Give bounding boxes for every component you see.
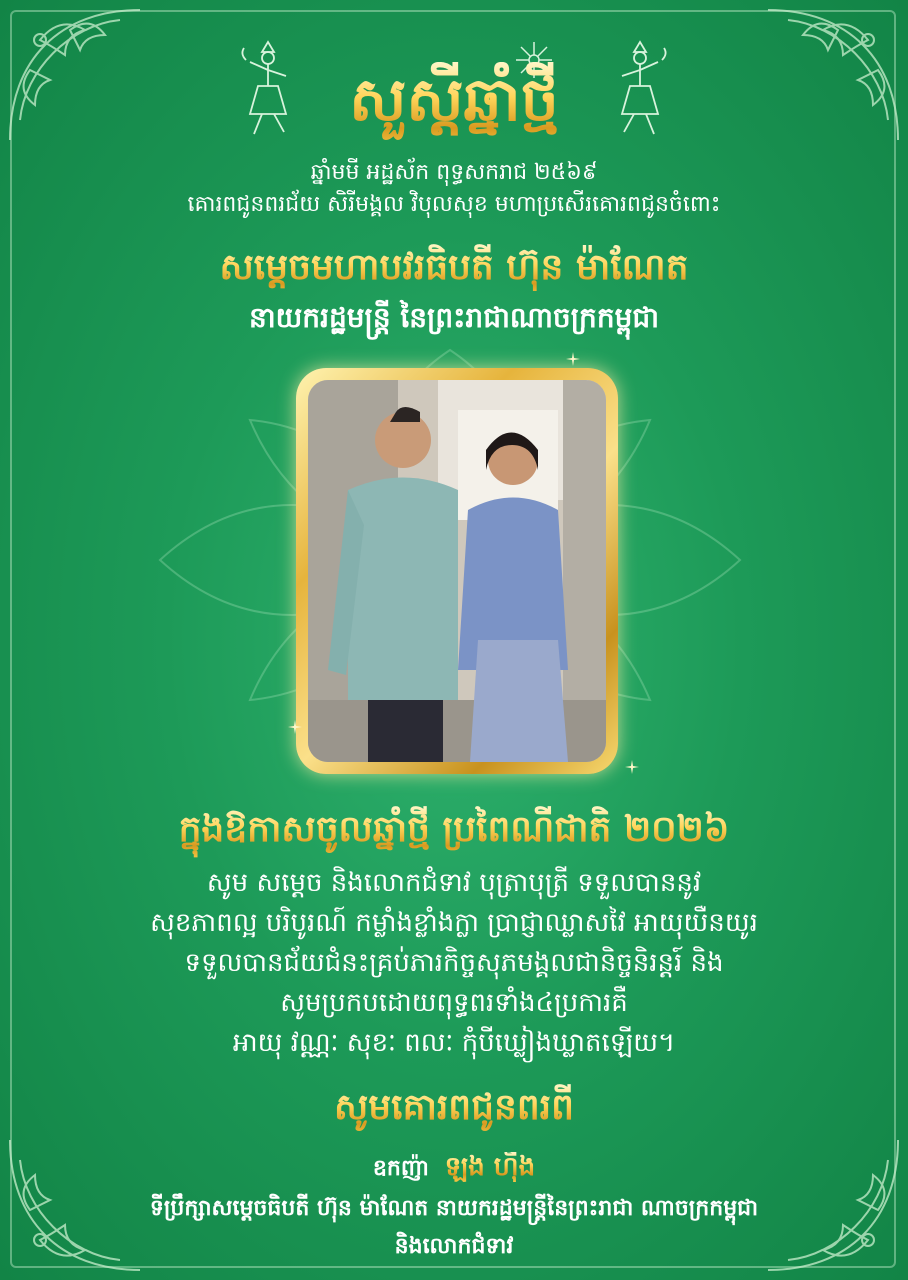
dedication-line: គោរពជូនពរជ័យ សិរីមង្គល វិបុលសុខ មហាប្រសើរគោរពជូនចំពោះ bbox=[187, 192, 721, 217]
year-line: ឆ្នាំមមី អដ្ឋស័ក ពុទ្ធសករាជ ២៥៦៩ bbox=[310, 160, 598, 185]
sender-position: ទីប្រឹក្សាសម្ដេចធិបតី ហ៊ុន ម៉ាណែត នាយករដ្ឋមន្ត្រីនៃព្រះរាជា ណាចក្រកម្ពុជា bbox=[149, 1196, 759, 1221]
blessing-line: ទទួលបានជ័យជំនះគ្រប់ភារកិច្ចសុភមង្គលជានិច្ចនិរន្តរ៍ និង bbox=[184, 948, 724, 978]
sender-title: ឧកញ៉ា bbox=[372, 1156, 429, 1181]
greeting-title: សួស្ដីឆ្នាំថ្មី bbox=[0, 62, 908, 150]
occasion-heading: ក្នុងឱកាសចូលឆ្នាំថ្មី ប្រពៃណីជាតិ ២០២៦ bbox=[0, 806, 908, 859]
sparkle-icon bbox=[566, 352, 580, 366]
sparkle-icon bbox=[625, 760, 639, 774]
sender-line bbox=[0, 1150, 908, 1188]
honoree-role: នាយករដ្ឋមន្ត្រី នៃព្រះរាជាណាចក្រកម្ពុជា bbox=[248, 301, 660, 334]
blessing-line: សូម សម្ដេច និងលោកជំទាវ បុត្រាបុត្រី ទទួលបាននូវ bbox=[206, 868, 702, 898]
respect-heading: សូមគោរពជូនពរពី bbox=[0, 1084, 908, 1137]
sender-name: ឡុង ហ៊ីង bbox=[444, 1152, 536, 1182]
sparkle-icon bbox=[288, 720, 302, 734]
blessing-line: សូមប្រកបដោយពុទ្ធពរទាំង៤ប្រការគឺ bbox=[280, 988, 628, 1018]
blessing-line: សុខភាពល្អ បរិបូរណ៍ កម្លាំងខ្លាំងក្លា ប្រាជ្ញាឈ្លាសវៃ អាយុយឺនយូរ bbox=[150, 908, 758, 938]
blessing-line: អាយុ វណ្ណៈ សុខៈ ពលៈ កុំបីឃ្លៀងឃ្លាតឡើយ។ bbox=[232, 1028, 676, 1058]
portrait-photo bbox=[308, 380, 606, 762]
portrait-frame bbox=[296, 368, 618, 774]
honoree-name: សម្ដេចមហាបវរធិបតី ហ៊ុន ម៉ាណែត bbox=[0, 244, 908, 297]
sender-position-2: និងលោកជំទាវ bbox=[394, 1234, 514, 1259]
